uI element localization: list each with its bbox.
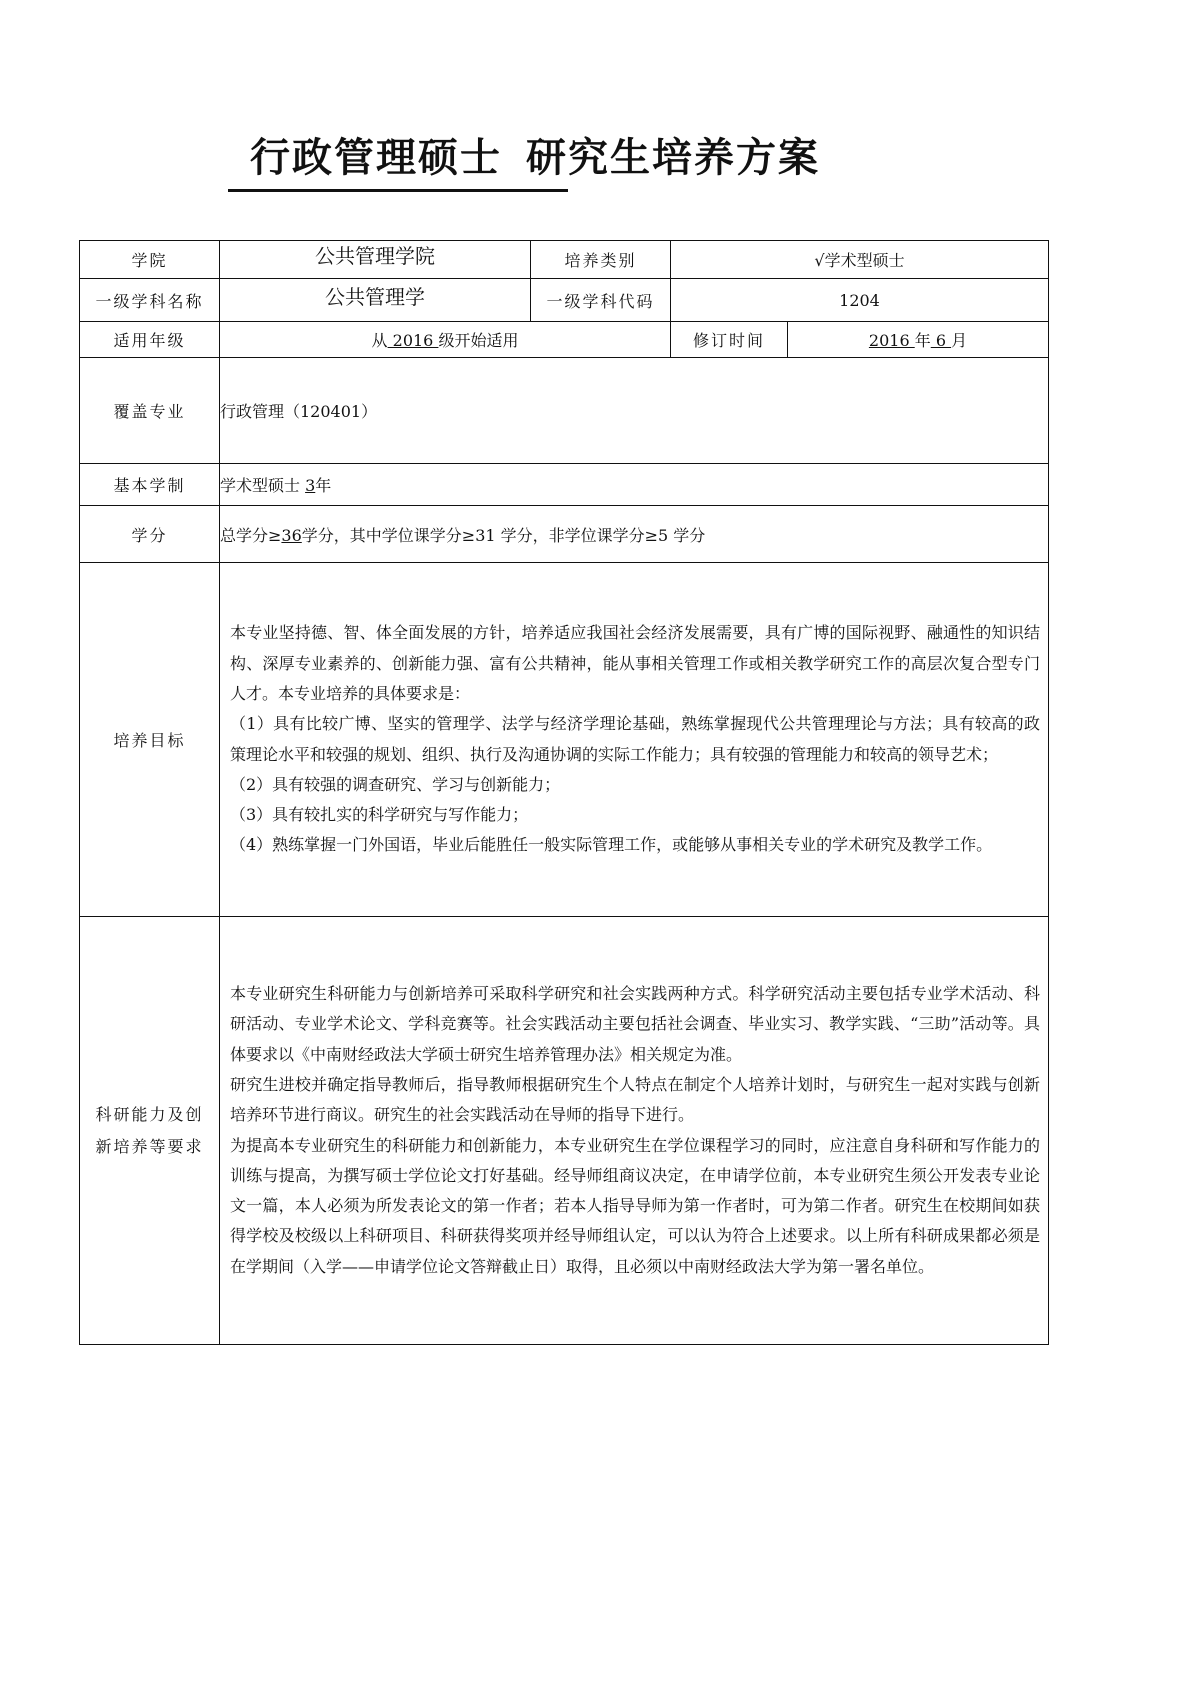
research-label-line-1: 科研能力及创 xyxy=(95,1104,204,1124)
discipline-value xyxy=(220,279,531,322)
grade-suffix: 级开始适用 xyxy=(438,331,519,350)
goal-text xyxy=(220,616,1048,862)
research-text xyxy=(220,977,1048,1284)
credits-value xyxy=(220,506,1049,563)
research-label xyxy=(80,917,220,1345)
grade-value xyxy=(220,322,671,358)
row-duration xyxy=(80,464,1049,506)
credits-total: 36 xyxy=(281,525,302,545)
row-school xyxy=(80,241,1049,279)
revision-year: 2016 xyxy=(868,331,915,350)
row-research xyxy=(80,917,1049,1345)
research-paragraph: 研究生进校并确定指导教师后，指导教师根据研究生个人特点在制定个人培养计划时，与研究生一起对实践与创新培养环节进行商议。研究生的社会实践活动在导师的指导下进行。 xyxy=(230,1074,1041,1125)
title-underline xyxy=(228,189,568,192)
goal-paragraph: （1）具有比较广博、坚实的管理学、法学与经济学理论基础，熟练掌握现代公共管理理论与方法；具有较高的政策理论水平和较强的规划、组织、执行及沟通协调的实际工作能力；具有较强的管理能力和较高的领导艺术； xyxy=(230,714,1041,764)
duration-suffix: 年 xyxy=(315,476,332,495)
page-title xyxy=(250,126,820,183)
major-label: 覆盖专业 xyxy=(80,358,220,464)
type-value: √学术型硕士 xyxy=(671,241,1049,279)
row-goal xyxy=(80,563,1049,917)
research-label-line-2: 新培养等要求 xyxy=(95,1136,204,1156)
grade-year: 2016 xyxy=(387,331,439,350)
code-label: 一级学科代码 xyxy=(531,279,671,322)
goal-label: 培养目标 xyxy=(80,563,220,917)
revision-year-unit: 年 xyxy=(914,331,931,350)
title-part-1: 行政管理硕士 xyxy=(250,135,502,181)
school-value xyxy=(220,241,531,279)
revision-value xyxy=(788,322,1049,358)
school-value-text: 公共管理学院 xyxy=(315,244,435,268)
row-grade xyxy=(80,322,1049,358)
credits-prefix: 总学分≥ xyxy=(220,525,282,545)
duration-years: 3 xyxy=(305,476,316,495)
goal-paragraph: （3）具有较扎实的科学研究与写作能力； xyxy=(230,805,529,825)
type-label: 培养类别 xyxy=(531,241,671,279)
revision-month-unit: 月 xyxy=(951,331,968,350)
grade-label: 适用年级 xyxy=(80,322,220,358)
research-paragraph: 本专业研究生科研能力与创新培养可采取科学研究和社会实践两种方式。科学研究活动主要包括专业学术活动、科研活动、专业学术论文、学科竞赛等。社会实践活动主要包括社会调查、毕业实习、教学实践、“三助”活动等。具体要求以《中南财经政法大学硕士研究生培养管理办法》相关规定为准。 xyxy=(230,984,1041,1064)
duration-prefix: 学术型硕士 xyxy=(220,476,306,495)
row-credits xyxy=(80,506,1049,563)
goal-paragraph: 本专业坚持德、智、体全面发展的方针，培养适应我国社会经济发展需要，具有广博的国际视野、融通性的知识结构、深厚专业素养的、创新能力强、富有公共精神，能从事相关管理工作或相关教学研究工作的高层次复合型专门人才。本专业培养的具体要求是： xyxy=(230,623,1041,703)
goal-paragraph: （4）熟练掌握一门外国语，毕业后能胜任一般实际管理工作，或能够从事相关专业的学术研究及教学工作。 xyxy=(230,835,993,855)
program-table xyxy=(79,240,1049,1345)
revision-label: 修订时间 xyxy=(671,322,788,358)
goal-paragraph: （2）具有较强的调查研究、学习与创新能力； xyxy=(230,774,561,794)
discipline-value-text: 公共管理学 xyxy=(325,284,425,309)
grade-prefix: 从 xyxy=(371,331,388,350)
credits-label: 学分 xyxy=(80,506,220,563)
code-value: 1204 xyxy=(671,279,1049,322)
discipline-label: 一级学科名称 xyxy=(80,279,220,322)
duration-value xyxy=(220,464,1049,506)
duration-label: 基本学制 xyxy=(80,464,220,506)
research-value xyxy=(220,917,1049,1345)
research-paragraph: 为提高本专业研究生的科研能力和创新能力，本专业研究生在学位课程学习的同时，应注意自身科研和写作能力的训练与提高，为撰写硕士学位论文打好基础。经导师组商议决定，在申请学位前，本专业研究生须公开发表专业论文一篇，本人必须为所发表论文的第一作者；若本人指导导师为第一作者时，可为第二作者。研究生在校期间如获得学校及校级以上科研项目、科研获得奖项并经导师组认定，可以认为符合上述要求。以上所有科研成果都必须是在学期间（入学——申请学位论文答辩截止日）取得，且必须以中南财经政法大学为第一署名单位。 xyxy=(230,1135,1041,1276)
credits-suffix: 学分，其中学位课学分≥31 学分，非学位课学分≥5 学分 xyxy=(301,525,706,545)
row-major xyxy=(80,358,1049,464)
row-discipline xyxy=(80,279,1049,322)
school-label: 学院 xyxy=(80,241,220,279)
major-value: 行政管理（120401） xyxy=(220,358,1049,464)
title-part-2: 研究生培养方案 xyxy=(526,135,820,181)
revision-month: 6 xyxy=(930,331,952,350)
goal-value xyxy=(220,563,1049,917)
